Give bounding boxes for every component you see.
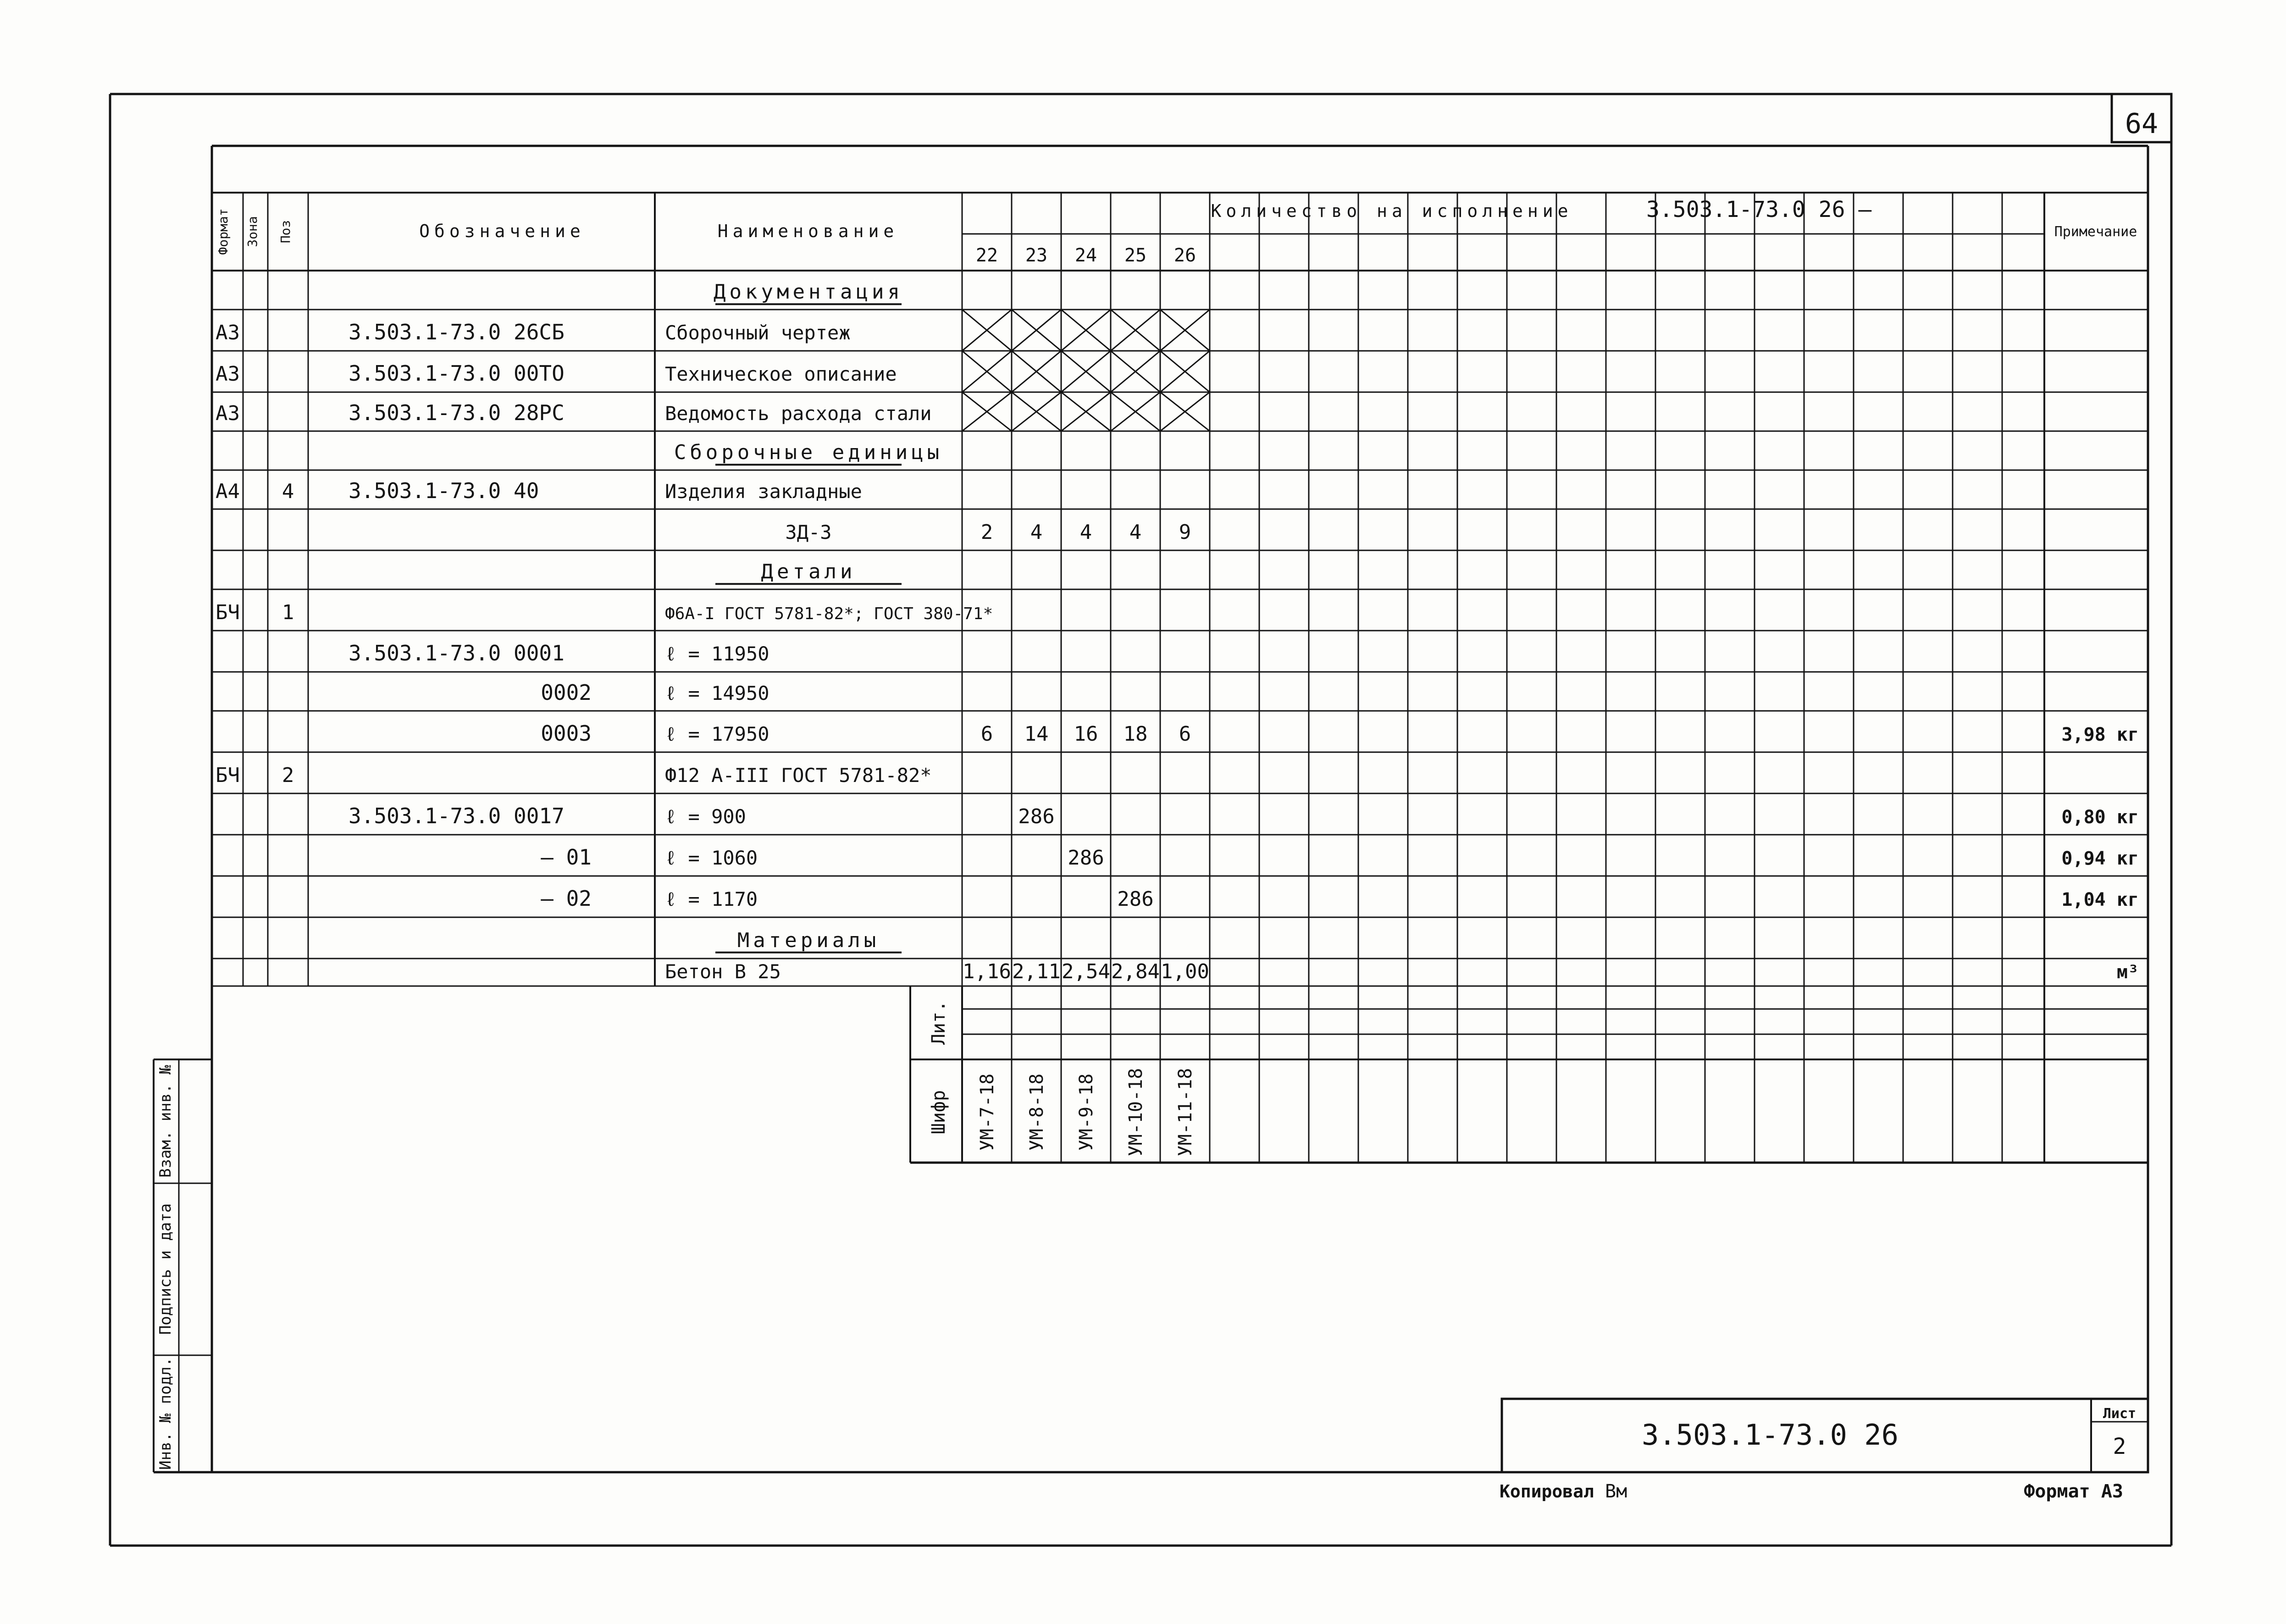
sheet-value: 2: [2113, 1434, 2126, 1459]
variant-26: 26: [1173, 245, 1196, 266]
row-qty: 9: [1179, 520, 1191, 544]
row-name: Изделия закладные: [665, 480, 862, 503]
header-note: Примечание: [2054, 224, 2137, 240]
row-name: ℓ = 14950: [665, 682, 769, 705]
row-name: Ф6А-I ГОСТ 5781-82*; ГОСТ 380-71*: [665, 604, 993, 623]
row-qty: 2,84: [1111, 960, 1160, 984]
sheet-number: 64: [2125, 108, 2159, 140]
lit-label: Лит.: [928, 1000, 949, 1045]
row-qty: 2,54: [1062, 960, 1110, 984]
row-pos: 2: [282, 763, 294, 787]
code-label: Шифр: [928, 1090, 949, 1135]
side-label: Подпись и дата: [156, 1203, 175, 1335]
row-format: А3: [216, 402, 240, 426]
row-designation: — 02: [541, 886, 592, 911]
row-name: ℓ = 1060: [665, 846, 758, 869]
section-title: Сборочные единицы: [674, 441, 943, 465]
header-designation: Обозначение: [419, 221, 585, 241]
row-name: Сборочный чертеж: [665, 321, 851, 344]
row-name: Бетон В 25: [665, 960, 781, 983]
sheet-label: Лист: [2103, 1406, 2137, 1422]
row-designation: 3.503.1-73.0 0001: [349, 640, 565, 665]
row-format: А4: [216, 480, 240, 504]
row-format: БЧ: [216, 600, 240, 624]
row-pos: 1: [282, 600, 294, 624]
row-qty: 2,11: [1012, 960, 1061, 984]
header-qty-code: 3.503.1-73.0 26 —: [1646, 197, 1872, 222]
row-note: м³: [2116, 962, 2139, 983]
row-name: ℓ = 1170: [665, 887, 758, 910]
row-designation: 3.503.1-73.0 0017: [349, 803, 565, 828]
section-title: Детали: [761, 560, 856, 584]
row-qty: 6: [1179, 722, 1191, 746]
section-title: Документация: [714, 280, 903, 304]
variant-23: 23: [1025, 245, 1048, 266]
row-designation: 3.503.1-73.0 26СБ: [349, 319, 565, 344]
header-name: Наименование: [717, 221, 899, 241]
section-title: Материалы: [737, 928, 880, 952]
header-pos: Поз: [278, 220, 293, 244]
row-qty: 286: [1068, 846, 1104, 870]
row-name: ЗД-3: [785, 521, 832, 543]
code-УМ-7-18: УМ-7-18: [977, 1073, 998, 1151]
row-designation: 0003: [541, 721, 592, 746]
format-label: Формат А3: [2024, 1481, 2123, 1502]
row-name: Ведомость расхода стали: [665, 402, 932, 425]
row-pos: 4: [282, 480, 294, 504]
row-designation: 3.503.1-73.0 28РС: [349, 400, 565, 426]
row-note: 0,80 кг: [2061, 806, 2139, 828]
code-УМ-8-18: УМ-8-18: [1026, 1073, 1047, 1151]
code-УМ-11-18: УМ-11-18: [1175, 1068, 1196, 1157]
row-designation: 0002: [541, 680, 592, 705]
copied-signature: Вм: [1605, 1481, 1627, 1502]
row-qty: 14: [1024, 722, 1049, 746]
header-format: Формат: [216, 208, 231, 255]
row-format: А3: [216, 321, 240, 344]
header-zone: Зона: [245, 216, 260, 247]
row-qty: 1,00: [1161, 960, 1209, 984]
row-designation: 3.503.1-73.0 40: [349, 478, 539, 504]
row-qty: 4: [1079, 520, 1092, 544]
row-name: Ф12 А-III ГОСТ 5781-82*: [665, 764, 932, 787]
copied-label: Копировал: [1500, 1481, 1594, 1502]
row-name: Техническое описание: [665, 362, 897, 385]
row-note: 0,94 кг: [2061, 848, 2139, 869]
row-qty: 4: [1129, 520, 1142, 544]
row-qty: 6: [980, 722, 993, 746]
code-УМ-10-18: УМ-10-18: [1125, 1068, 1146, 1157]
row-qty: 2: [980, 520, 993, 544]
row-format: А3: [216, 362, 240, 386]
variant-25: 25: [1124, 245, 1147, 266]
row-note: 1,04 кг: [2061, 889, 2139, 910]
row-designation: 3.503.1-73.0 00ТО: [349, 360, 565, 386]
row-name: ℓ = 900: [665, 805, 746, 828]
side-label: Инв. № подл.: [156, 1357, 175, 1470]
variant-24: 24: [1074, 245, 1097, 266]
code-УМ-9-18: УМ-9-18: [1076, 1073, 1097, 1151]
row-qty: 18: [1123, 722, 1148, 746]
row-qty: 16: [1074, 722, 1098, 746]
row-qty: 286: [1117, 887, 1154, 911]
row-format: БЧ: [216, 763, 240, 787]
row-qty: 1,16: [963, 960, 1011, 984]
row-qty: 286: [1018, 804, 1055, 828]
side-label: Взам. инв. №: [156, 1065, 175, 1178]
variant-22: 22: [975, 245, 998, 266]
title-designation: 3.503.1-73.0 26: [1642, 1418, 1899, 1452]
row-name: ℓ = 17950: [665, 722, 769, 745]
header-qty-label: Количество на исполнение: [1211, 201, 1573, 221]
row-qty: 4: [1030, 520, 1043, 544]
row-name: ℓ = 11950: [665, 642, 769, 665]
row-designation: — 01: [541, 844, 592, 870]
row-note: 3,98 кг: [2061, 724, 2139, 745]
